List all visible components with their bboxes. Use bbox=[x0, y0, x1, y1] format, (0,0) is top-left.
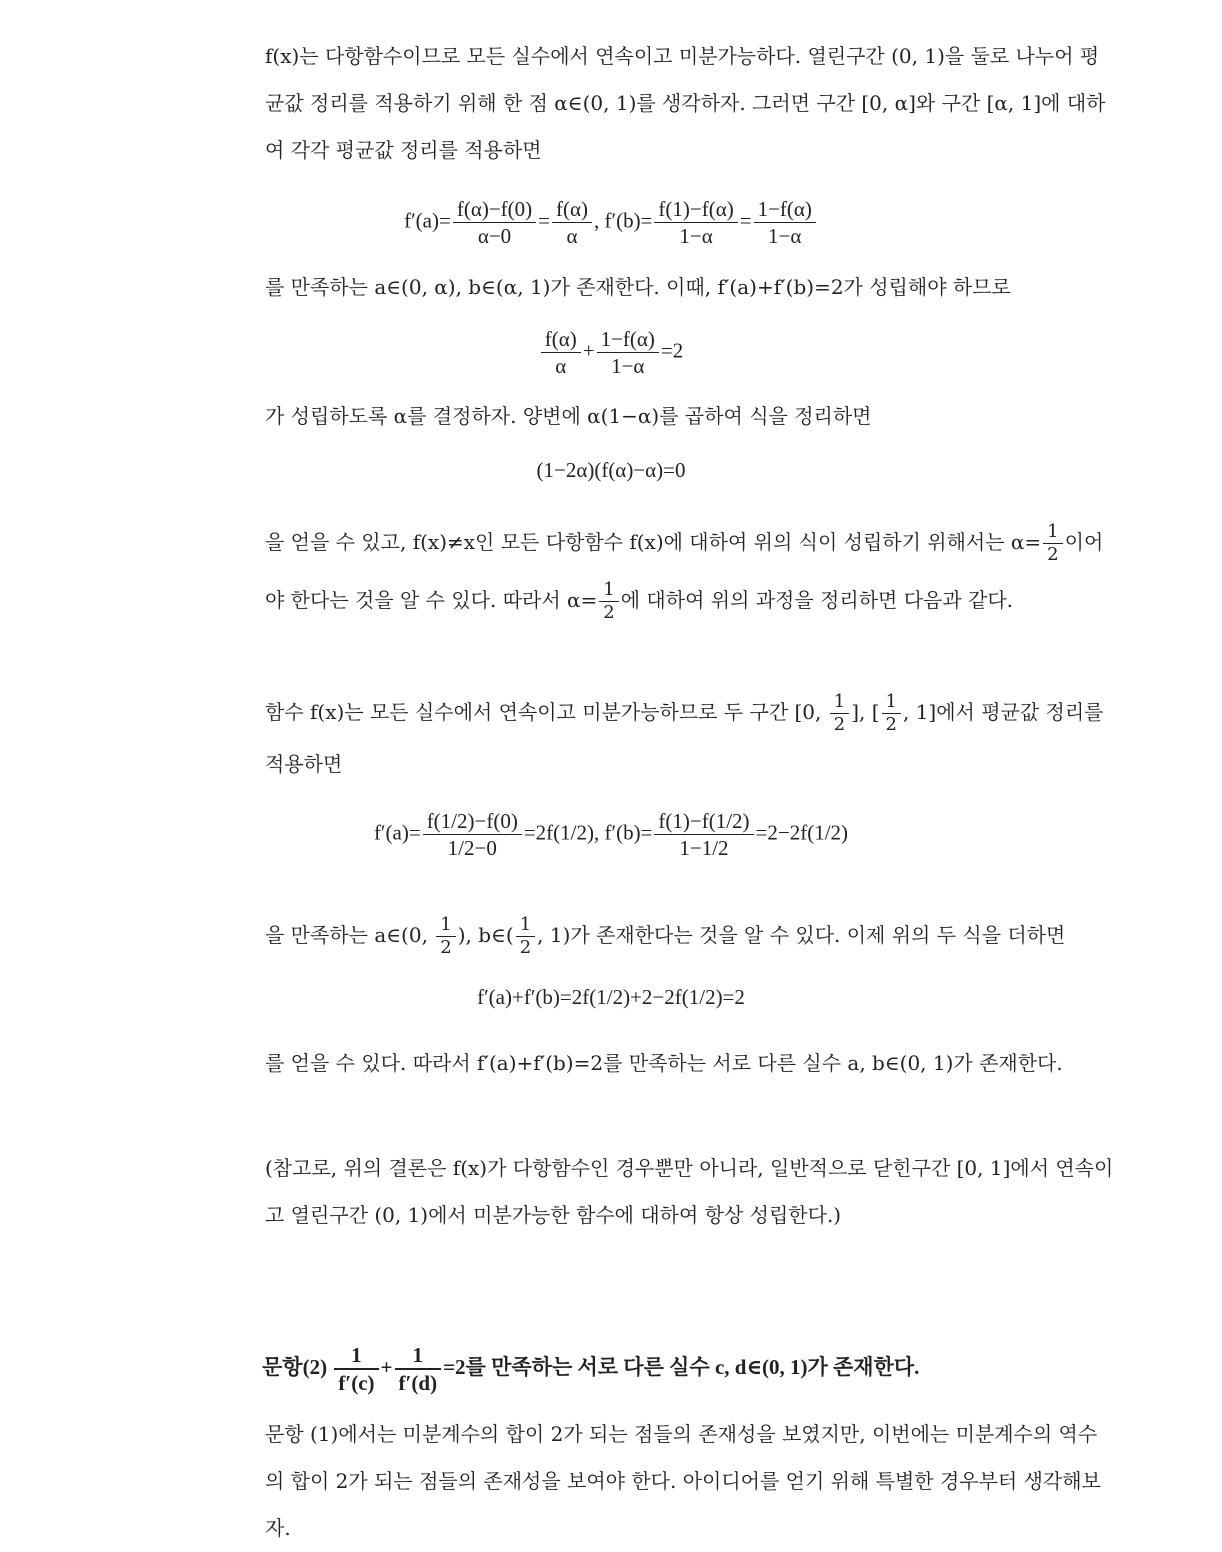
half-fraction bbox=[1043, 521, 1062, 567]
equation-mvt-two-intervals bbox=[0, 196, 1222, 250]
half-num-3: 1 bbox=[830, 691, 849, 715]
eq2-frac1-num: f(α) bbox=[541, 326, 581, 353]
paragraph-determine-alpha: 가 성립하도록 α를 결정하자. 양변에 α(1−α)를 곱하여 식을 정리하면 bbox=[265, 404, 872, 428]
half-den-4: 2 bbox=[885, 714, 897, 735]
half-fraction-6 bbox=[516, 914, 535, 960]
eq1-frac2-den: α bbox=[566, 224, 578, 249]
eq4-frac2-num: f(1)−f(1/2) bbox=[654, 808, 753, 835]
equation-sum-condition bbox=[0, 326, 1222, 380]
question-2-heading bbox=[262, 1342, 919, 1397]
heading-plus: + bbox=[380, 1355, 393, 1380]
half-fraction-2 bbox=[599, 579, 618, 625]
half-num-6: 1 bbox=[516, 914, 535, 938]
eq1-frac1-num: f(α)−f(0) bbox=[453, 196, 536, 223]
p5-part-c: , 1]에서 평균값 정리를 적용하면 bbox=[265, 700, 1104, 776]
eq1-equals: = bbox=[538, 208, 550, 233]
eq1-frac1-den: α−0 bbox=[477, 224, 512, 249]
half-den: 2 bbox=[1047, 544, 1059, 565]
half-den-3: 2 bbox=[833, 714, 846, 735]
half-fraction-4 bbox=[882, 691, 901, 737]
p6-part-b: ), b∈( bbox=[457, 923, 514, 947]
half-den-6: 2 bbox=[519, 937, 532, 958]
question-2-label: 문항(2) bbox=[262, 1355, 328, 1380]
eq2-frac1-den: α bbox=[555, 354, 567, 379]
paragraph-apply-half bbox=[265, 686, 1115, 790]
eq2-frac2 bbox=[597, 326, 659, 380]
eq1-frac2-num: f(α) bbox=[552, 196, 592, 223]
eq4-mid: =2f(1/2), f′(b)= bbox=[523, 820, 653, 845]
eq2-frac2-den: 1−α bbox=[611, 354, 645, 379]
half-num-4: 1 bbox=[882, 691, 901, 715]
eq4-frac1 bbox=[423, 808, 522, 862]
eq4-frac1-den: 1/2−0 bbox=[447, 836, 497, 861]
paragraph-mvt-intro: f(x)는 다항함수이므로 모든 실수에서 연속이고 미분가능하다. 열린구간 (0, 1)을 둘로 나누어 평균값 정리를 적용하기 위해 한 점 α∈(0, 1)를 생각하자. 그러면 구간 [0, α]와 구간 [α, 1]에 대하여 각각 평균값 정리를 적용하면 bbox=[265, 44, 1106, 162]
p5-part-b: ], [ bbox=[851, 700, 880, 724]
p4-part-b: 이어야 한다는 것을 알 수 있다. 따라서 α= bbox=[265, 530, 1104, 612]
p4-part-a: 을 얻을 수 있고, f(x)≠x인 모든 다항함수 f(x)에 대하여 위의 식이 성립하기 위해서는 α= bbox=[265, 530, 1042, 554]
eq2-rhs: =2 bbox=[660, 338, 684, 363]
eq4-frac1-num: f(1/2)−f(0) bbox=[423, 808, 522, 835]
eq1-lhs: f′(a)= bbox=[404, 208, 451, 233]
half-num-5: 1 bbox=[436, 914, 455, 938]
eq1-frac4-num: 1−f(α) bbox=[754, 196, 816, 223]
eq4-frac2 bbox=[654, 808, 753, 862]
half-num-2: 1 bbox=[599, 579, 618, 603]
p4-part-c: 에 대하여 위의 과정을 정리하면 다음과 같다. bbox=[620, 588, 1014, 612]
heading-frac1-num: 1 bbox=[334, 1342, 378, 1370]
heading-frac2 bbox=[395, 1342, 442, 1397]
eq1-frac4-den: 1−α bbox=[768, 224, 802, 249]
heading-frac1 bbox=[334, 1342, 378, 1397]
eq1-frac2 bbox=[552, 196, 592, 250]
p6-part-a: 을 만족하는 a∈(0, bbox=[265, 923, 435, 947]
paragraph-alpha-half bbox=[265, 513, 1115, 629]
heading-frac1-den: f′(c) bbox=[338, 1371, 375, 1396]
half-den-2: 2 bbox=[603, 602, 615, 623]
eq4-lhs: f′(a)= bbox=[373, 820, 421, 845]
p5-part-a: 함수 f(x)는 모든 실수에서 연속이고 미분가능하므로 두 구간 [0, bbox=[265, 700, 828, 724]
eq1-separator: , f′(b)= bbox=[593, 208, 653, 233]
paragraph-question-2-intro: 문항 (1)에서는 미분계수의 합이 2가 되는 점들의 존재성을 보였지만, 이번에는 미분계수의 역수의 합이 2가 되는 점들의 존재성을 보여야 한다. 아이디어를 얻기 위해 특별한 경우부터 생각해보자. bbox=[265, 1422, 1101, 1540]
eq1-frac4 bbox=[754, 196, 816, 250]
eq1-frac1 bbox=[453, 196, 536, 250]
half-num: 1 bbox=[1043, 521, 1062, 545]
heading-frac2-den: f′(d) bbox=[398, 1371, 438, 1396]
eq1-frac3-num: f(1)−f(α) bbox=[654, 196, 737, 223]
half-fraction-5 bbox=[436, 914, 455, 960]
equation-sum-result: f′(a)+f′(b)=2f(1/2)+2−2f(1/2)=2 bbox=[477, 985, 745, 1009]
eq1-frac3 bbox=[654, 196, 737, 250]
eq2-frac2-num: 1−f(α) bbox=[597, 326, 659, 353]
half-fraction-3 bbox=[830, 691, 849, 737]
half-den-5: 2 bbox=[440, 937, 452, 958]
paragraph-note: (참고로, 위의 결론은 f(x)가 다항함수인 경우뿐만 아니라, 일반적으로 닫힌구간 [0, 1]에서 연속이고 열린구간 (0, 1)에서 미분가능한 함수에 대하여 항상 성립한다.) bbox=[265, 1156, 1114, 1227]
eq2-plus: + bbox=[582, 338, 595, 363]
paragraph-existence-a-b: 를 만족하는 a∈(0, α), b∈(α, 1)가 존재한다. 이때, f′(a)+f′(b)=2가 성립해야 하므로 bbox=[265, 275, 1011, 299]
eq4-rhs: =2−2f(1/2) bbox=[755, 820, 849, 845]
heading-rest: =2를 만족하는 서로 다른 실수 c, d∈(0, 1)가 존재한다. bbox=[443, 1355, 920, 1380]
paragraph-existence-half bbox=[265, 909, 1115, 961]
eq4-frac2-den: 1−1/2 bbox=[679, 836, 729, 861]
eq1-frac3-den: 1−α bbox=[679, 224, 713, 249]
equation-mvt-half bbox=[0, 808, 1222, 862]
equation-factored: (1−2α)(f(α)−α)=0 bbox=[536, 458, 686, 482]
heading-frac2-num: 1 bbox=[395, 1342, 442, 1370]
paragraph-conclusion-1: 를 얻을 수 있다. 따라서 f′(a)+f′(b)=2를 만족하는 서로 다른 실수 a, b∈(0, 1)가 존재한다. bbox=[265, 1051, 1063, 1075]
eq2-frac1 bbox=[541, 326, 581, 380]
eq1-equals-2: = bbox=[739, 208, 752, 233]
p6-part-c: , 1)가 존재한다는 것을 알 수 있다. 이제 위의 두 식을 더하면 bbox=[537, 923, 1066, 947]
